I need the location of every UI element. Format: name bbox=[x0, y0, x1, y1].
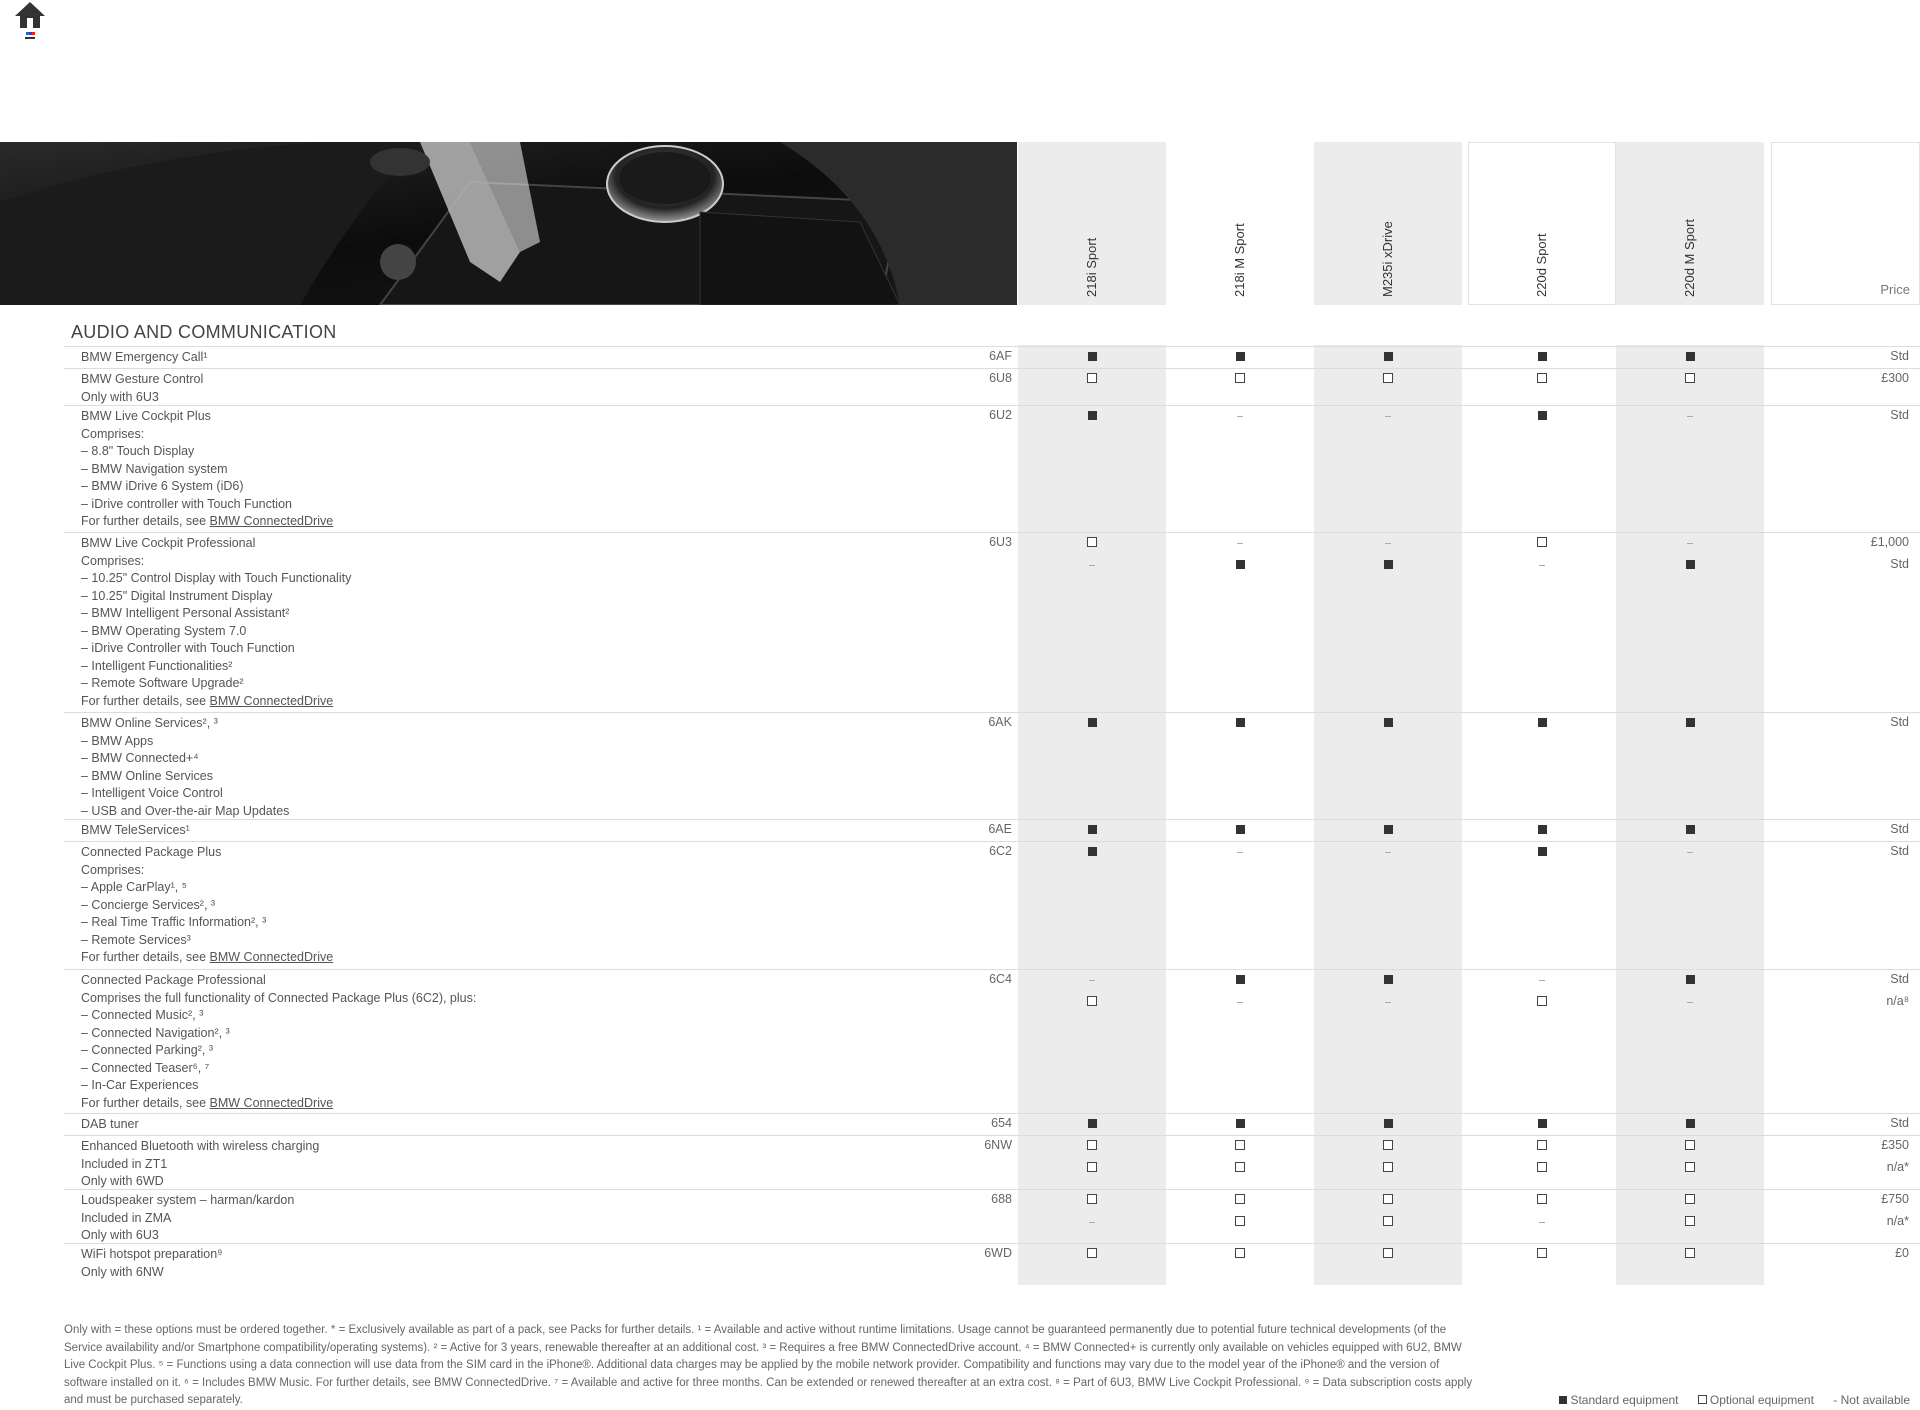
dash-icon bbox=[1237, 543, 1243, 544]
row-line: BMW Emergency Call¹ bbox=[81, 350, 208, 364]
row-description bbox=[81, 715, 981, 820]
empty-square-icon bbox=[1087, 1140, 1097, 1150]
filled-square-icon bbox=[1538, 847, 1547, 856]
filled-square-icon bbox=[1384, 975, 1393, 984]
empty-square-icon bbox=[1087, 373, 1097, 383]
table-row bbox=[64, 1189, 1920, 1244]
filled-square-icon bbox=[1088, 847, 1097, 856]
row-line: – Real Time Traffic Information², ³ bbox=[81, 915, 267, 929]
optional-marker bbox=[1468, 1139, 1616, 1153]
column-header-m235i-xdrive: M235i xDrive bbox=[1314, 142, 1462, 305]
row-line: – Connected Parking², ³ bbox=[81, 1043, 214, 1057]
row-link-line bbox=[81, 949, 981, 967]
standard-marker bbox=[1616, 558, 1764, 572]
table-row bbox=[64, 1135, 1920, 1190]
empty-square-icon bbox=[1235, 1194, 1245, 1204]
price-cell: £350 bbox=[1881, 1138, 1909, 1152]
row-line: – 10.25" Control Display with Touch Functionality bbox=[81, 571, 352, 585]
footnotes: Only with = these options must be ordered together. * = Exclusively available as part of a pack, see Packs for further details. ¹ = Available and active without runtime limitations. Usage cannot be guaranteed permanently due to potential future technical developments (of the Service availability and/or Smartphone compatibility/operating systems). ² = Active for 3 years, renewable thereafter at an additional cost. ³ = Requires a free BMW ConnectedDrive account. ⁴ = BMW Connected+ is currently only available on vehicles equipped with 6U2, BMW Live Cockpit Plus. ⁵ = Functions using a data connection will use data from the SIM card in the iPhone®. Additional data charges may be applied by the mobile network provider. Compatibility and functions may vary due to the model year of the iPhone® and the version of software installed on it. ⁶ = Includes BMW Music. For further details, see BMW ConnectedDrive. ⁷ = Available and active for three months. Can be extended or renewed thereafter at an extra cost. ⁸ = Part of 6U3, BMW Live Cockpit Professional. ⁹ = Data subscription costs apply and must be purchased separately. bbox=[64, 1324, 1473, 1406]
optional-marker bbox=[1314, 1247, 1462, 1261]
standard-marker bbox=[1616, 1117, 1764, 1131]
row-description bbox=[81, 349, 981, 367]
row-line: – Connected Music², ³ bbox=[81, 1008, 204, 1022]
dash-icon bbox=[1385, 543, 1391, 544]
table-row bbox=[64, 712, 1920, 820]
optional-marker bbox=[1468, 1161, 1616, 1175]
row-line: – iDrive Controller with Touch Function bbox=[81, 641, 295, 655]
legend-not-available: - Not available bbox=[1833, 1393, 1910, 1407]
standard-marker bbox=[1166, 823, 1314, 837]
table-row bbox=[64, 969, 1920, 1114]
row-line: Connected Package Plus bbox=[81, 845, 222, 859]
not-available-marker bbox=[1616, 409, 1764, 423]
row-line: Only with 6U3 bbox=[81, 389, 159, 404]
row-line: BMW Online Services², ³ bbox=[81, 716, 218, 730]
row-line: BMW Live Cockpit Plus bbox=[81, 409, 211, 423]
filled-square-icon bbox=[1236, 352, 1245, 361]
optional-marker bbox=[1018, 372, 1166, 386]
dash-icon bbox=[1385, 416, 1391, 417]
row-line: – Intelligent Voice Control bbox=[81, 786, 223, 800]
option-code: 6AK bbox=[988, 715, 1012, 729]
standard-marker bbox=[1468, 409, 1616, 423]
filled-square-icon bbox=[1686, 975, 1695, 984]
column-header-218i-sport: 218i Sport bbox=[1018, 142, 1166, 305]
table-row bbox=[64, 346, 1920, 369]
not-available-marker bbox=[1314, 995, 1462, 1009]
row-line: WiFi hotspot preparation⁹ bbox=[81, 1247, 223, 1261]
price-cell: n/a* bbox=[1886, 1160, 1909, 1174]
price-cell: £0 bbox=[1895, 1246, 1909, 1260]
row-description bbox=[81, 1116, 981, 1134]
option-code: 6WD bbox=[984, 1246, 1012, 1260]
row-line: – Connected Navigation², ³ bbox=[81, 1025, 230, 1040]
empty-square-icon bbox=[1685, 1194, 1695, 1204]
table-row bbox=[64, 841, 1920, 970]
not-available-marker bbox=[1166, 995, 1314, 1009]
row-link-line bbox=[81, 513, 981, 531]
row-line: Comprises the full functionality of Connected Package Plus (6C2), plus: bbox=[81, 990, 477, 1005]
connecteddrive-link[interactable]: BMW ConnectedDrive bbox=[209, 1095, 334, 1110]
column-header-220d-m-sport: 220d M Sport bbox=[1616, 142, 1764, 305]
optional-marker bbox=[1616, 1247, 1764, 1261]
row-line: Comprises: bbox=[81, 426, 145, 441]
option-code: 6U2 bbox=[989, 408, 1012, 422]
optional-marker bbox=[1166, 372, 1314, 386]
row-line: Included in ZT1 bbox=[81, 1156, 168, 1171]
table-row bbox=[64, 819, 1920, 842]
dash-icon bbox=[1539, 1222, 1545, 1223]
filled-square-icon bbox=[1538, 1119, 1547, 1128]
option-code: 688 bbox=[991, 1192, 1012, 1206]
filled-square-icon bbox=[1236, 975, 1245, 984]
empty-square-icon bbox=[1087, 1162, 1097, 1172]
row-line: – 10.25" Digital Instrument Display bbox=[81, 588, 273, 603]
empty-square-icon bbox=[1537, 1248, 1547, 1258]
dash-icon bbox=[1687, 852, 1693, 853]
empty-square-icon bbox=[1087, 996, 1097, 1006]
optional-marker bbox=[1166, 1161, 1314, 1175]
row-description bbox=[81, 1192, 981, 1245]
optional-marker bbox=[1468, 536, 1616, 550]
price-cell: Std bbox=[1890, 822, 1909, 836]
connecteddrive-link[interactable]: BMW ConnectedDrive bbox=[209, 693, 334, 708]
standard-marker bbox=[1314, 823, 1462, 837]
not-available-marker bbox=[1018, 973, 1166, 987]
section-title: AUDIO AND COMMUNICATION bbox=[71, 322, 337, 342]
standard-marker bbox=[1616, 716, 1764, 730]
interior-hero-image bbox=[0, 142, 1017, 305]
empty-square-icon bbox=[1235, 1162, 1245, 1172]
option-code: 6U3 bbox=[989, 535, 1012, 549]
standard-square-icon bbox=[1559, 1396, 1567, 1404]
dash-icon bbox=[1539, 980, 1545, 981]
row-line: Comprises: bbox=[81, 553, 145, 568]
empty-square-icon bbox=[1383, 1140, 1393, 1150]
standard-marker bbox=[1166, 973, 1314, 987]
empty-square-icon bbox=[1087, 1248, 1097, 1258]
dash-icon bbox=[1237, 1002, 1243, 1003]
optional-marker bbox=[1314, 1215, 1462, 1229]
optional-marker bbox=[1166, 1193, 1314, 1207]
price-cell: Std bbox=[1890, 408, 1909, 422]
empty-square-icon bbox=[1537, 537, 1547, 547]
empty-square-icon bbox=[1537, 1140, 1547, 1150]
optional-marker bbox=[1018, 1247, 1166, 1261]
empty-square-icon bbox=[1537, 1162, 1547, 1172]
standard-marker bbox=[1468, 350, 1616, 364]
empty-square-icon bbox=[1537, 1194, 1547, 1204]
standard-marker bbox=[1018, 350, 1166, 364]
table-row bbox=[64, 368, 1920, 406]
empty-square-icon bbox=[1685, 1248, 1695, 1258]
dash-icon bbox=[1687, 543, 1693, 544]
connecteddrive-link[interactable]: BMW ConnectedDrive bbox=[209, 950, 334, 964]
filled-square-icon bbox=[1088, 1119, 1097, 1128]
empty-square-icon bbox=[1235, 373, 1245, 383]
row-line: – BMW Operating System 7.0 bbox=[81, 623, 247, 638]
standard-marker bbox=[1018, 845, 1166, 859]
not-available-marker bbox=[1018, 1215, 1166, 1229]
row-line: – BMW Intelligent Personal Assistant² bbox=[81, 606, 290, 620]
option-code: 6AE bbox=[988, 822, 1012, 836]
dash-icon bbox=[1237, 852, 1243, 853]
not-available-marker bbox=[1616, 995, 1764, 1009]
row-line: BMW TeleServices¹ bbox=[81, 823, 190, 837]
option-code: 654 bbox=[991, 1116, 1012, 1130]
row-description bbox=[81, 408, 981, 531]
link-prefix: For further details, see bbox=[81, 1095, 210, 1110]
row-description bbox=[81, 844, 981, 967]
optional-marker bbox=[1166, 1139, 1314, 1153]
filled-square-icon bbox=[1384, 825, 1393, 834]
optional-marker bbox=[1018, 995, 1166, 1009]
empty-square-icon bbox=[1537, 996, 1547, 1006]
dash-icon bbox=[1089, 980, 1095, 981]
table-row bbox=[64, 405, 1920, 533]
empty-square-icon bbox=[1383, 1216, 1393, 1226]
row-description bbox=[81, 972, 981, 1112]
standard-marker bbox=[1018, 1117, 1166, 1131]
optional-marker bbox=[1018, 536, 1166, 550]
filled-square-icon bbox=[1384, 1119, 1393, 1128]
optional-marker bbox=[1468, 1247, 1616, 1261]
standard-marker bbox=[1166, 1117, 1314, 1131]
option-code: 6C2 bbox=[989, 844, 1012, 858]
filled-square-icon bbox=[1384, 560, 1393, 569]
optional-marker bbox=[1314, 372, 1462, 386]
optional-marker bbox=[1314, 1193, 1462, 1207]
dash-icon bbox=[1089, 565, 1095, 566]
dash-icon bbox=[1237, 416, 1243, 417]
row-description bbox=[81, 371, 981, 406]
not-available-marker bbox=[1018, 558, 1166, 572]
standard-marker bbox=[1468, 1117, 1616, 1131]
price-cell: Std bbox=[1890, 349, 1909, 363]
price-cell: Std bbox=[1890, 715, 1909, 729]
row-line: BMW Live Cockpit Professional bbox=[81, 536, 256, 550]
home-icon[interactable] bbox=[12, 0, 52, 44]
filled-square-icon bbox=[1384, 718, 1393, 727]
legend-standard: Standard equipment bbox=[1559, 1393, 1678, 1407]
row-line: Only with 6WD bbox=[81, 1174, 164, 1188]
row-line: Included in ZMA bbox=[81, 1210, 172, 1225]
standard-marker bbox=[1616, 350, 1764, 364]
row-line: – In-Car Experiences bbox=[81, 1078, 199, 1092]
filled-square-icon bbox=[1088, 411, 1097, 420]
standard-marker bbox=[1314, 350, 1462, 364]
not-available-marker bbox=[1468, 973, 1616, 987]
filled-square-icon bbox=[1088, 718, 1097, 727]
optional-marker bbox=[1166, 1247, 1314, 1261]
option-code: 6AF bbox=[989, 349, 1012, 363]
column-header-220d-sport: 220d Sport bbox=[1468, 142, 1616, 305]
not-available-marker bbox=[1166, 536, 1314, 550]
filled-square-icon bbox=[1686, 825, 1695, 834]
row-line: – BMW Apps bbox=[81, 733, 154, 748]
row-line: Enhanced Bluetooth with wireless charging bbox=[81, 1139, 320, 1153]
filled-square-icon bbox=[1088, 825, 1097, 834]
column-header-218i-m-sport: 218i M Sport bbox=[1232, 223, 1247, 297]
optional-marker bbox=[1468, 995, 1616, 1009]
row-description bbox=[81, 1138, 981, 1191]
table-row bbox=[64, 1113, 1920, 1136]
dash-icon bbox=[1687, 1002, 1693, 1003]
row-line: – BMW Connected+⁴ bbox=[81, 751, 199, 765]
empty-square-icon bbox=[1383, 1162, 1393, 1172]
standard-marker bbox=[1166, 558, 1314, 572]
row-line: Comprises: bbox=[81, 862, 145, 877]
optional-marker bbox=[1616, 1161, 1764, 1175]
legend bbox=[1543, 1393, 1910, 1407]
not-available-marker bbox=[1314, 536, 1462, 550]
dash-icon bbox=[1539, 565, 1545, 566]
price-cell: n/a* bbox=[1886, 1214, 1909, 1228]
filled-square-icon bbox=[1088, 352, 1097, 361]
empty-square-icon bbox=[1685, 373, 1695, 383]
standard-marker bbox=[1166, 716, 1314, 730]
filled-square-icon bbox=[1686, 718, 1695, 727]
standard-marker bbox=[1616, 823, 1764, 837]
connecteddrive-link[interactable]: BMW ConnectedDrive bbox=[209, 514, 334, 528]
optional-marker bbox=[1018, 1139, 1166, 1153]
row-line: – Connected Teaser⁶, ⁷ bbox=[81, 1060, 210, 1075]
optional-marker bbox=[1616, 1215, 1764, 1229]
not-available-marker bbox=[1166, 409, 1314, 423]
empty-square-icon bbox=[1537, 373, 1547, 383]
price-cell: £1,000 bbox=[1870, 535, 1909, 549]
empty-square-icon bbox=[1685, 1216, 1695, 1226]
row-link-line bbox=[81, 693, 981, 711]
empty-square-icon bbox=[1383, 373, 1393, 383]
filled-square-icon bbox=[1384, 352, 1393, 361]
option-code: 6C4 bbox=[989, 972, 1012, 986]
option-code: 6U8 bbox=[989, 371, 1012, 385]
filled-square-icon bbox=[1236, 825, 1245, 834]
standard-marker bbox=[1018, 823, 1166, 837]
dash-icon bbox=[1687, 416, 1693, 417]
optional-marker bbox=[1314, 1161, 1462, 1175]
optional-marker bbox=[1018, 1193, 1166, 1207]
link-prefix: For further details, see bbox=[81, 693, 210, 708]
standard-marker bbox=[1314, 1117, 1462, 1131]
filled-square-icon bbox=[1538, 825, 1547, 834]
option-code: 6NW bbox=[984, 1138, 1012, 1152]
dash-icon bbox=[1385, 1002, 1391, 1003]
filled-square-icon bbox=[1686, 1119, 1695, 1128]
row-description bbox=[81, 535, 981, 710]
filled-square-icon bbox=[1686, 352, 1695, 361]
price-cell: Std bbox=[1890, 972, 1909, 986]
filled-square-icon bbox=[1538, 411, 1547, 420]
row-line: Only with 6NW bbox=[81, 1264, 164, 1279]
row-line: – Remote Software Upgrade² bbox=[81, 676, 244, 690]
standard-marker bbox=[1468, 845, 1616, 859]
row-line: Loudspeaker system – harman/kardon bbox=[81, 1193, 295, 1207]
standard-marker bbox=[1314, 558, 1462, 572]
empty-square-icon bbox=[1383, 1194, 1393, 1204]
not-available-marker bbox=[1166, 845, 1314, 859]
not-available-marker bbox=[1616, 845, 1764, 859]
filled-square-icon bbox=[1538, 718, 1547, 727]
price-cell: Std bbox=[1890, 844, 1909, 858]
standard-marker bbox=[1616, 973, 1764, 987]
filled-square-icon bbox=[1538, 352, 1547, 361]
row-line: – USB and Over-the-air Map Updates bbox=[81, 803, 290, 818]
dash-icon bbox=[1385, 852, 1391, 853]
row-line: – Concierge Services², ³ bbox=[81, 897, 216, 912]
standard-marker bbox=[1018, 716, 1166, 730]
empty-square-icon bbox=[1087, 1194, 1097, 1204]
optional-marker bbox=[1166, 1215, 1314, 1229]
optional-marker bbox=[1616, 1193, 1764, 1207]
filled-square-icon bbox=[1236, 1119, 1245, 1128]
legend-optional: Optional equipment bbox=[1698, 1393, 1814, 1407]
link-prefix: For further details, see bbox=[81, 950, 210, 964]
empty-square-icon bbox=[1235, 1140, 1245, 1150]
row-line: Connected Package Professional bbox=[81, 973, 266, 987]
standard-marker bbox=[1468, 823, 1616, 837]
row-line: – BMW Online Services bbox=[81, 768, 213, 783]
optional-marker bbox=[1468, 372, 1616, 386]
standard-marker bbox=[1018, 409, 1166, 423]
empty-square-icon bbox=[1685, 1162, 1695, 1172]
filled-square-icon bbox=[1686, 560, 1695, 569]
price-cell: Std bbox=[1890, 557, 1909, 571]
optional-marker bbox=[1018, 1161, 1166, 1175]
table-row bbox=[64, 532, 1920, 713]
filled-square-icon bbox=[1236, 718, 1245, 727]
empty-square-icon bbox=[1383, 1248, 1393, 1258]
standard-marker bbox=[1468, 716, 1616, 730]
row-line: – Intelligent Functionalities² bbox=[81, 658, 233, 673]
column-header-price: Price bbox=[1771, 142, 1920, 305]
empty-square-icon bbox=[1235, 1248, 1245, 1258]
price-cell: Std bbox=[1890, 1116, 1909, 1130]
empty-square-icon bbox=[1087, 537, 1097, 547]
row-line: BMW Gesture Control bbox=[81, 372, 204, 386]
empty-square-icon bbox=[1235, 1216, 1245, 1226]
optional-square-icon bbox=[1698, 1395, 1707, 1404]
optional-marker bbox=[1468, 1193, 1616, 1207]
not-available-marker bbox=[1314, 845, 1462, 859]
standard-marker bbox=[1314, 716, 1462, 730]
row-line: – Apple CarPlay¹, ⁵ bbox=[81, 880, 187, 894]
filled-square-icon bbox=[1236, 560, 1245, 569]
price-cell: n/a⁸ bbox=[1886, 994, 1909, 1008]
row-line: – BMW Navigation system bbox=[81, 461, 228, 476]
row-description bbox=[81, 1246, 981, 1281]
row-line: – 8.8" Touch Display bbox=[81, 444, 195, 458]
price-cell: £750 bbox=[1881, 1192, 1909, 1206]
dash-icon bbox=[1089, 1222, 1095, 1223]
optional-marker bbox=[1314, 1139, 1462, 1153]
optional-marker bbox=[1616, 372, 1764, 386]
link-prefix: For further details, see bbox=[81, 514, 210, 528]
optional-marker bbox=[1616, 1139, 1764, 1153]
row-description bbox=[81, 822, 981, 840]
standard-marker bbox=[1314, 973, 1462, 987]
table-row bbox=[64, 1243, 1920, 1286]
row-line: – BMW iDrive 6 System (iD6) bbox=[81, 479, 244, 493]
row-line: – iDrive controller with Touch Function bbox=[81, 496, 292, 511]
row-line: Only with 6U3 bbox=[81, 1228, 159, 1242]
standard-marker bbox=[1166, 350, 1314, 364]
empty-square-icon bbox=[1685, 1140, 1695, 1150]
not-available-marker bbox=[1468, 558, 1616, 572]
not-available-marker bbox=[1314, 409, 1462, 423]
row-line: – Remote Services³ bbox=[81, 932, 191, 947]
row-link-line bbox=[81, 1095, 981, 1113]
not-available-marker bbox=[1468, 1215, 1616, 1229]
not-available-marker bbox=[1616, 536, 1764, 550]
price-cell: £300 bbox=[1881, 371, 1909, 385]
row-line: DAB tuner bbox=[81, 1117, 139, 1131]
